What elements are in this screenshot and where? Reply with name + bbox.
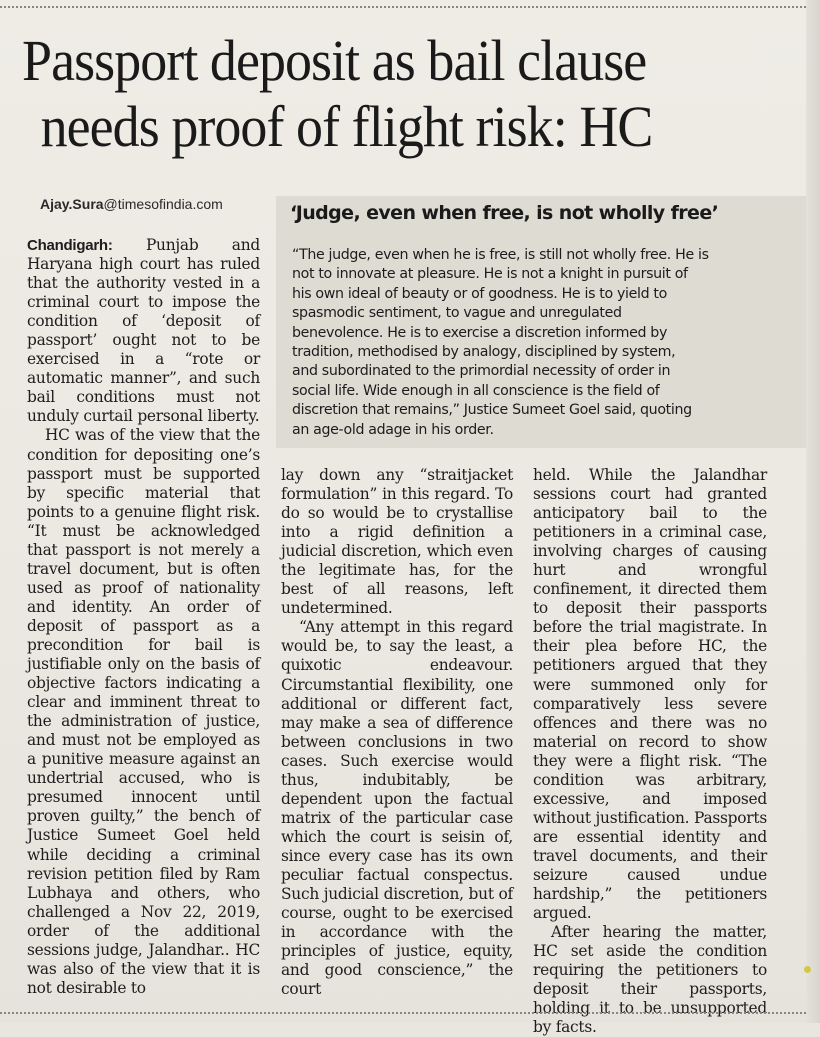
byline-domain: @timesofindia.com bbox=[103, 196, 223, 212]
sidebar-line: spasmodic sentiment, to vague and unregulated bbox=[292, 305, 622, 322]
paragraph-text: Punjab and Haryana high court has ruled that the authority vested in a criminal court to impose the condition of ‘deposit of passport’ ought not to be exercised in a “rote or automatic manner”, and such bail conditions must not unduly curtail personal liberty. bbox=[27, 236, 260, 426]
paragraph: After hearing the matter, HC set aside the condition requiring the petitioners to deposit their passports, holding it to be unsupported by facts. bbox=[533, 923, 767, 1037]
paragraph: held. While the Jalandhar sessions court had granted anticipatory bail to the petitioners in a criminal case, involving charges of causing hurt and wrongful confinement, it directed them to deposit their passports before the trial magistrate. In their plea before HC, the petitioners argued that they were summoned only for comparatively less severe offences and there was no material on record to show they were a flight risk. “The condition was arbitrary, excessive, and imposed without justification. Passports are essential identity and travel documents, and their seizure caused undue hardship,” the petitioners argued. bbox=[533, 466, 767, 923]
sidebar-line: his own ideal of beauty or of goodness. He is to yield to bbox=[292, 285, 667, 302]
top-dotted-cut-line bbox=[0, 6, 806, 8]
bottom-dotted-cut-line bbox=[0, 1012, 806, 1014]
sidebar-quote-text bbox=[292, 246, 740, 440]
paragraph bbox=[27, 236, 260, 426]
ink-mark bbox=[804, 966, 811, 973]
paragraph: “Any attempt in this regard would be, to say the least, a quixotic endeavour. Circumstantial flexibility, one additional or different fact, may make a sea of difference between conclusions in two cases. Such exercise would thus, indubitably, be dependent upon the factual matrix of the particular case which the court is seisin of, since every case has its own peculiar factual conspectus. Such judicial discretion, but of course, ought to be exercised in accordance with the principles of justice, equity, and good conscience,” the court bbox=[281, 618, 513, 999]
byline-name: Ajay.Sura bbox=[40, 196, 104, 212]
sidebar-line: tradition, methodised by analogy, disciplined by system, bbox=[292, 344, 676, 361]
paragraph: lay down any “straitjacket formulation” in this regard. To do so would be to crystallise into a rigid definition a judicial discretion, which even the legitimate has, for the best of all reasons, left undetermined. bbox=[281, 466, 513, 618]
sidebar-line: social life. Wide enough in all conscience is the field of bbox=[292, 382, 660, 399]
sidebar-line: discretion that remains,” Justice Sumeet Goel said, quoting bbox=[292, 402, 692, 419]
dateline: Chandigarh: bbox=[27, 237, 113, 254]
article-column-1 bbox=[27, 236, 260, 998]
sidebar-line: an age-old adage in his order. bbox=[292, 421, 494, 438]
headline-line-1: Passport deposit as bail clause bbox=[22, 28, 647, 93]
headline bbox=[22, 28, 729, 160]
sidebar-line: benevolence. He is to exercise a discretion informed by bbox=[292, 324, 667, 341]
sidebar-line: and subordinated to the primordial necessity of order in bbox=[292, 363, 671, 380]
page-edge bbox=[806, 0, 820, 1023]
sidebar-line: “The judge, even when he is free, is still not wholly free. He is bbox=[292, 247, 709, 263]
headline-line-2: needs proof of flight risk: HC bbox=[40, 94, 653, 159]
sidebar-title: ‘Judge, even when free, is not wholly free’ bbox=[290, 202, 719, 224]
article-column-3 bbox=[533, 466, 767, 1037]
article-column-2 bbox=[281, 466, 513, 999]
sidebar-line: not to innovate at pleasure. He is not a knight in pursuit of bbox=[292, 266, 688, 283]
byline bbox=[40, 196, 223, 212]
paragraph: HC was of the view that the condition for depositing one’s passport must be supported by specific material that points to a genuine flight risk. “It must be acknowledged that passport is not merely a travel document, but is often used as proof of nationality and identity. An order of deposit of passport as a precondition for bail is justifiable only on the basis of objective factors indicating a clear and imminent threat to the administration of justice, and must not be employed as a punitive measure against an undertrial accused, who is presumed innocent until proven guilty,” the bench of Justice Sumeet Goel held while deciding a criminal revision petition filed by Ram Lubhaya and others, who challenged a Nov 22, 2019, order of the additional sessions judge, Jalandhar.. HC was also of the view that it is not desirable to bbox=[27, 426, 260, 997]
